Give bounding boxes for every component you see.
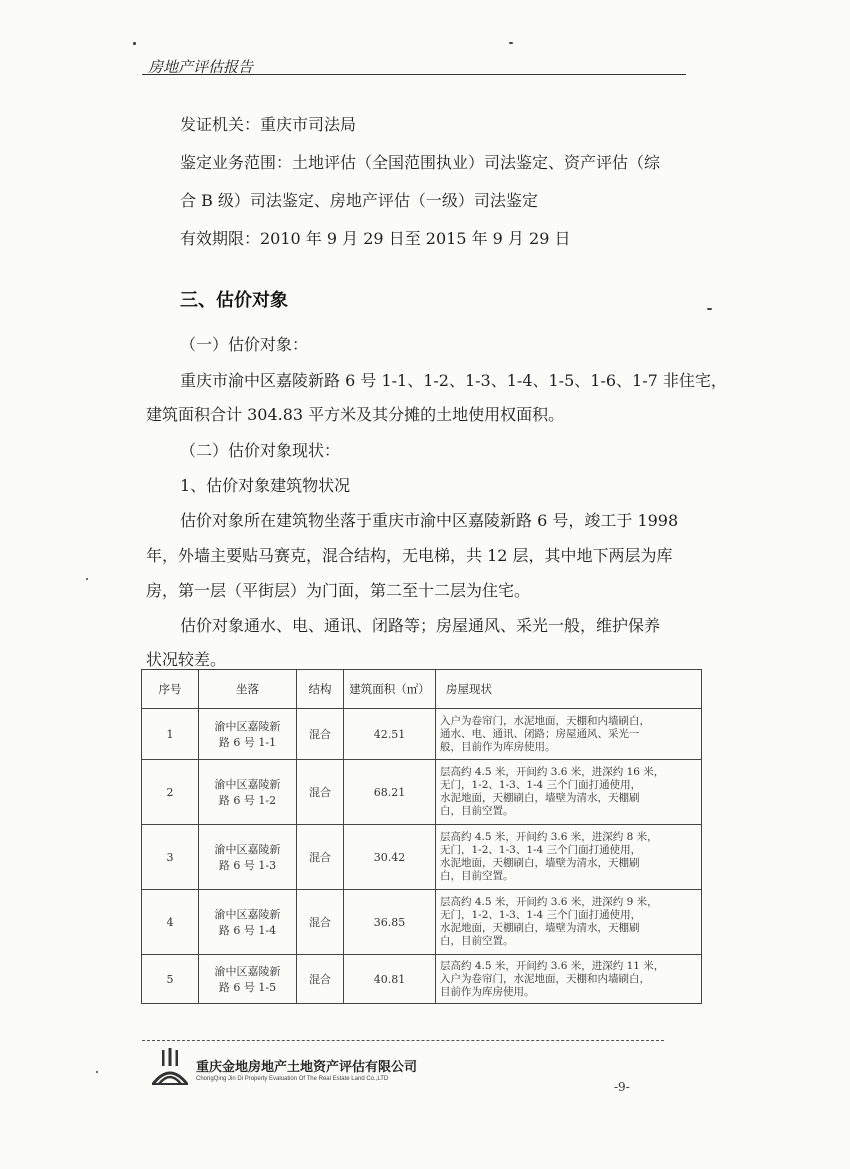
scan-speck bbox=[86, 578, 88, 580]
header-title: 房地产评估报告 bbox=[148, 58, 254, 76]
table-row bbox=[142, 955, 702, 1004]
cell-area: 68.21 bbox=[344, 760, 436, 825]
cell-location bbox=[199, 760, 297, 825]
cell-structure: 混合 bbox=[297, 709, 344, 760]
cell-location bbox=[199, 955, 297, 1004]
scan-speck bbox=[96, 1071, 98, 1073]
company-name-cn: 重庆金地房地产土地资产评估有限公司 bbox=[196, 1060, 418, 1075]
scan-speck bbox=[133, 42, 136, 45]
issuing-authority-line: 发证机关：重庆市司法局 bbox=[180, 115, 357, 134]
cell-status bbox=[436, 955, 702, 1004]
cell-location bbox=[199, 890, 297, 955]
cell-structure: 混合 bbox=[297, 825, 344, 890]
table-row bbox=[142, 709, 702, 760]
location-line: 渝中区嘉陵新 bbox=[214, 778, 281, 791]
scan-speck bbox=[509, 42, 513, 44]
cell-status bbox=[436, 890, 702, 955]
header-divider bbox=[142, 74, 686, 75]
cell-structure: 混合 bbox=[297, 760, 344, 825]
status-line: 无门，1-2、1-3、1-4 三个门面打通使用， bbox=[440, 909, 642, 921]
scan-speck bbox=[707, 308, 712, 310]
status-line: 白，目前空置。 bbox=[440, 870, 514, 882]
cell-location bbox=[199, 709, 297, 760]
building-para-line-1: 估价对象所在建筑物坐落于重庆市渝中区嘉陵新路 6 号，竣工于 1998 bbox=[180, 511, 679, 530]
cell-structure: 混合 bbox=[297, 890, 344, 955]
col-header-status: 房屋现状 bbox=[436, 670, 702, 709]
valuation-object-line: 重庆市渝中区嘉陵新路 6 号 1-1、1-2、1-3、1-4、1-5、1-6、1-7 非住宅， bbox=[180, 371, 727, 390]
property-table bbox=[141, 669, 702, 1004]
status-line: 无门，1-2、1-3、1-4 三个门面打通使用， bbox=[440, 779, 642, 791]
col-header-no: 序号 bbox=[142, 670, 199, 709]
subsection-1-label: （一）估价对象： bbox=[180, 335, 309, 354]
status-line: 水泥地面，天棚刷白，墙壁为清水，天棚刷 bbox=[440, 922, 640, 934]
table-row bbox=[142, 890, 702, 955]
col-header-location: 坐落 bbox=[199, 670, 297, 709]
status-line: 层高约 4.5 米，开间约 3.6 米，进深约 9 米， bbox=[440, 896, 658, 908]
status-line: 无门，1-2、1-3、1-4 三个门面打通使用， bbox=[440, 844, 642, 856]
cell-no: 4 bbox=[142, 890, 199, 955]
status-line: 通水、电、通讯、闭路；房屋通风、采光一 bbox=[440, 727, 640, 740]
cell-area: 40.81 bbox=[344, 955, 436, 1004]
table-header-row bbox=[142, 670, 702, 709]
status-line: 层高约 4.5 米，开间约 3.6 米，进深约 8 米， bbox=[440, 831, 658, 843]
table-row bbox=[142, 825, 702, 890]
status-line: 水泥地面，天棚刷白，墙壁为清水，天棚刷 bbox=[440, 792, 640, 804]
cell-no: 2 bbox=[142, 760, 199, 825]
status-line: 层高约 4.5 米，开间约 3.6 米，进深约 16 米， bbox=[440, 766, 665, 778]
status-line: 水泥地面，天棚刷白，墙壁为清水，天棚刷 bbox=[440, 857, 640, 869]
building-para-line-2: 年，外墙主要贴马赛克，混合结构，无电梯，共 12 层，其中地下两层为库 bbox=[146, 546, 673, 565]
cell-no: 5 bbox=[142, 955, 199, 1004]
company-name-en: ChongQing Jin Di Property Evaluation Of The Real Estate Land Co.,LTD bbox=[196, 1076, 389, 1082]
status-line: 入户为卷帘门，水泥地面，天棚和内墙刷白， bbox=[440, 714, 650, 727]
cell-no: 1 bbox=[142, 709, 199, 760]
status-line: 白，目前空置。 bbox=[440, 805, 514, 817]
col-header-area: 建筑面积（㎡） bbox=[344, 670, 436, 709]
table-row bbox=[142, 760, 702, 825]
cell-structure: 混合 bbox=[297, 955, 344, 1004]
status-line: 入户为卷帘门，水泥地面，天棚和内墙刷白， bbox=[440, 972, 650, 985]
business-scope-line-cont: 合 B 级）司法鉴定、房地产评估（一级）司法鉴定 bbox=[180, 191, 538, 210]
cell-status bbox=[436, 760, 702, 825]
location-line: 路 6 号 1-1 bbox=[218, 736, 277, 749]
location-line: 渝中区嘉陵新 bbox=[214, 908, 281, 921]
business-scope-line: 鉴定业务范围：土地评估（全国范围执业）司法鉴定、资产评估（综 bbox=[180, 153, 661, 172]
company-logo-icon bbox=[150, 1048, 190, 1086]
location-line: 路 6 号 1-2 bbox=[218, 794, 277, 807]
location-line: 路 6 号 1-4 bbox=[218, 924, 277, 937]
utilities-para-line-2: 状况较差。 bbox=[146, 650, 227, 669]
validity-period-line: 有效期限：2010 年 9 月 29 日至 2015 年 9 月 29 日 bbox=[180, 229, 571, 248]
building-para-line-3: 房，第一层（平街层）为门面，第二至十二层为住宅。 bbox=[146, 581, 531, 600]
cell-location bbox=[199, 825, 297, 890]
section-heading: 三、估价对象 bbox=[180, 290, 288, 311]
location-line: 路 6 号 1-3 bbox=[218, 859, 277, 872]
status-line: 层高约 4.5 米，开间约 3.6 米，进深约 11 米， bbox=[440, 959, 665, 972]
page-number: -9- bbox=[614, 1080, 630, 1094]
cell-status bbox=[436, 825, 702, 890]
cell-no: 3 bbox=[142, 825, 199, 890]
item-1-label: 1、估价对象建筑物状况 bbox=[180, 476, 351, 495]
location-line: 渝中区嘉陵新 bbox=[214, 843, 281, 856]
cell-area: 36.85 bbox=[344, 890, 436, 955]
utilities-para-line-1: 估价对象通水、电、通讯、闭路等；房屋通风、采光一般，维护保养 bbox=[180, 616, 661, 635]
subsection-2-label: （二）估价对象现状： bbox=[180, 441, 341, 460]
status-line: 般，目前作为库房使用。 bbox=[440, 740, 556, 753]
cell-area: 30.42 bbox=[344, 825, 436, 890]
footer-divider bbox=[142, 1040, 664, 1041]
col-header-structure: 结构 bbox=[297, 670, 344, 709]
location-line: 渝中区嘉陵新 bbox=[214, 720, 281, 733]
cell-area: 42.51 bbox=[344, 709, 436, 760]
status-line: 白，目前空置。 bbox=[440, 935, 514, 947]
cell-status bbox=[436, 709, 702, 760]
location-line: 路 6 号 1-5 bbox=[218, 981, 277, 994]
status-line: 目前作为库房使用。 bbox=[440, 985, 535, 998]
location-line: 渝中区嘉陵新 bbox=[214, 965, 281, 978]
valuation-object-line-cont: 建筑面积合计 304.83 平方米及其分摊的土地使用权面积。 bbox=[146, 405, 565, 424]
